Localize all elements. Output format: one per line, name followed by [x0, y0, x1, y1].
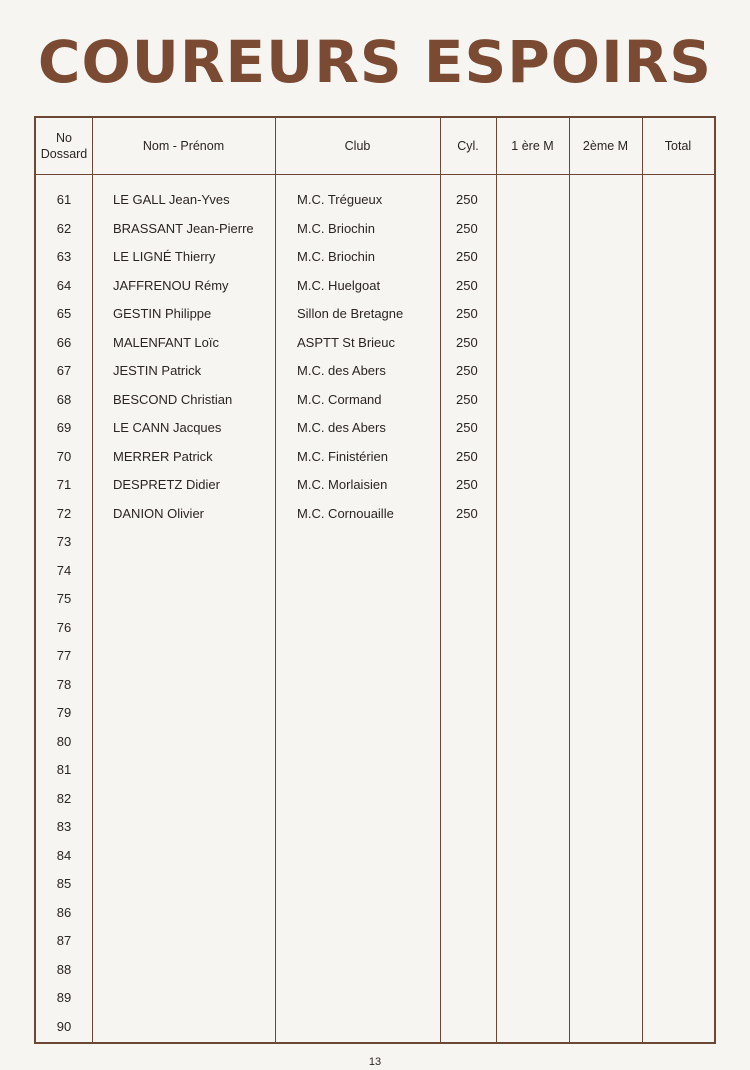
- header-dossard: No Dossard: [40, 131, 88, 161]
- header-club: Club: [344, 139, 371, 153]
- table-body: [36, 186, 714, 1041]
- club-name: Sillon de Bretagne: [297, 306, 404, 321]
- header-cyl: Cyl.: [457, 139, 479, 153]
- table-row: [36, 528, 714, 557]
- table-header: [36, 118, 714, 175]
- cylinder: 250: [456, 448, 478, 464]
- table-row: [36, 443, 714, 472]
- dossard-number: 74: [56, 562, 72, 578]
- dossard-number: 69: [56, 420, 72, 435]
- table-row: [36, 842, 714, 871]
- club-name: M.C. Huelgoat: [297, 277, 381, 293]
- dossard-number: 79: [56, 705, 72, 720]
- cylinder: 250: [456, 391, 478, 407]
- dossard-number: 81: [56, 762, 72, 777]
- club-name: ASPTT St Brieuc: [297, 334, 396, 350]
- rider-name: DESPRETZ Didier: [113, 477, 220, 492]
- table-row: [36, 899, 714, 928]
- table-row: [36, 186, 714, 215]
- table-row: [36, 728, 714, 757]
- page-number: 13: [368, 1056, 382, 1068]
- dossard-number: 63: [56, 249, 72, 264]
- club-name: M.C. Briochin: [297, 220, 376, 236]
- cylinder: 250: [456, 220, 478, 236]
- rider-name: JESTIN Patrick: [113, 363, 202, 378]
- dossard-number: 76: [56, 619, 72, 635]
- table-row: [36, 756, 714, 785]
- table-row: [36, 357, 714, 386]
- header-name: Nom - Prénom: [142, 139, 225, 153]
- table-row: [36, 956, 714, 985]
- dossard-number: 61: [56, 192, 72, 207]
- table-row: [36, 471, 714, 500]
- dossard-number: 83: [56, 819, 72, 834]
- dossard-number: 64: [56, 277, 72, 293]
- club-name: M.C. Briochin: [297, 249, 376, 264]
- table-row: [36, 585, 714, 614]
- table-row: [36, 386, 714, 415]
- dossard-number: 84: [56, 847, 72, 863]
- table-row: [36, 272, 714, 301]
- dossard-number: 67: [56, 363, 72, 378]
- table-row: [36, 813, 714, 842]
- dossard-number: 71: [56, 477, 72, 492]
- rider-name: LE GALL Jean-Yves: [113, 192, 230, 207]
- cylinder: 250: [456, 306, 478, 321]
- dossard-number: 89: [56, 990, 72, 1005]
- table-row: [36, 699, 714, 728]
- club-name: M.C. Cormand: [297, 391, 382, 407]
- dossard-number: 88: [56, 961, 72, 977]
- table-row: [36, 329, 714, 358]
- page-title: COUREURS ESPOIRS: [37, 28, 713, 96]
- dossard-number: 80: [56, 733, 72, 749]
- table-row: [36, 870, 714, 899]
- dossard-number: 82: [56, 790, 72, 806]
- cylinder: 250: [456, 334, 478, 350]
- dossard-number: 68: [56, 391, 72, 407]
- rider-name: MERRER Patrick: [113, 448, 213, 464]
- table-row: [36, 927, 714, 956]
- cylinder: 250: [456, 249, 478, 264]
- rider-name: DANION Olivier: [113, 505, 205, 521]
- table-row: [36, 1013, 714, 1042]
- dossard-number: 75: [56, 591, 72, 606]
- table-row: [36, 500, 714, 529]
- table-row: [36, 642, 714, 671]
- cylinder: 250: [456, 420, 478, 435]
- rider-name: GESTIN Philippe: [113, 306, 212, 321]
- dossard-number: 62: [56, 220, 72, 236]
- rider-name: LE LIGNÉ Thierry: [113, 249, 216, 264]
- dossard-number: 85: [56, 876, 72, 891]
- cylinder: 250: [456, 505, 478, 521]
- table-row: [36, 557, 714, 586]
- dossard-number: 70: [56, 448, 72, 464]
- cylinder: 250: [456, 192, 478, 207]
- rider-name: BESCOND Christian: [113, 391, 233, 407]
- header-first-run: 1 ère M: [511, 139, 554, 153]
- club-name: M.C. Trégueux: [297, 192, 383, 207]
- club-name: M.C. des Abers: [297, 420, 386, 435]
- dossard-number: 78: [56, 676, 72, 692]
- rider-name: MALENFANT Loïc: [113, 334, 219, 350]
- club-name: M.C. Morlaisien: [297, 477, 388, 492]
- rider-name: LE CANN Jacques: [113, 420, 222, 435]
- dossard-number: 73: [56, 534, 72, 549]
- table-row: [36, 215, 714, 244]
- dossard-number: 65: [56, 306, 72, 321]
- entrants-table: [34, 116, 716, 1044]
- table-row: [36, 984, 714, 1013]
- header-total: Total: [664, 139, 692, 153]
- table-row: [36, 300, 714, 329]
- club-name: M.C. des Abers: [297, 363, 386, 378]
- cylinder: 250: [456, 277, 478, 293]
- dossard-number: 77: [56, 648, 72, 663]
- rider-name: JAFFRENOU Rémy: [113, 277, 229, 293]
- dossard-number: 72: [56, 505, 72, 521]
- club-name: M.C. Cornouaille: [297, 505, 394, 521]
- dossard-number: 86: [56, 904, 72, 920]
- dossard-number: 90: [56, 1018, 72, 1034]
- table-row: [36, 243, 714, 272]
- cylinder: 250: [456, 363, 478, 378]
- table-row: [36, 785, 714, 814]
- dossard-number: 87: [56, 933, 72, 948]
- cylinder: 250: [456, 477, 478, 492]
- club-name: M.C. Finistérien: [297, 448, 389, 464]
- dossard-number: 66: [56, 334, 72, 350]
- table-row: [36, 671, 714, 700]
- table-row: [36, 414, 714, 443]
- header-second-run: 2ème M: [582, 139, 629, 153]
- table-row: [36, 614, 714, 643]
- rider-name: BRASSANT Jean-Pierre: [113, 220, 254, 236]
